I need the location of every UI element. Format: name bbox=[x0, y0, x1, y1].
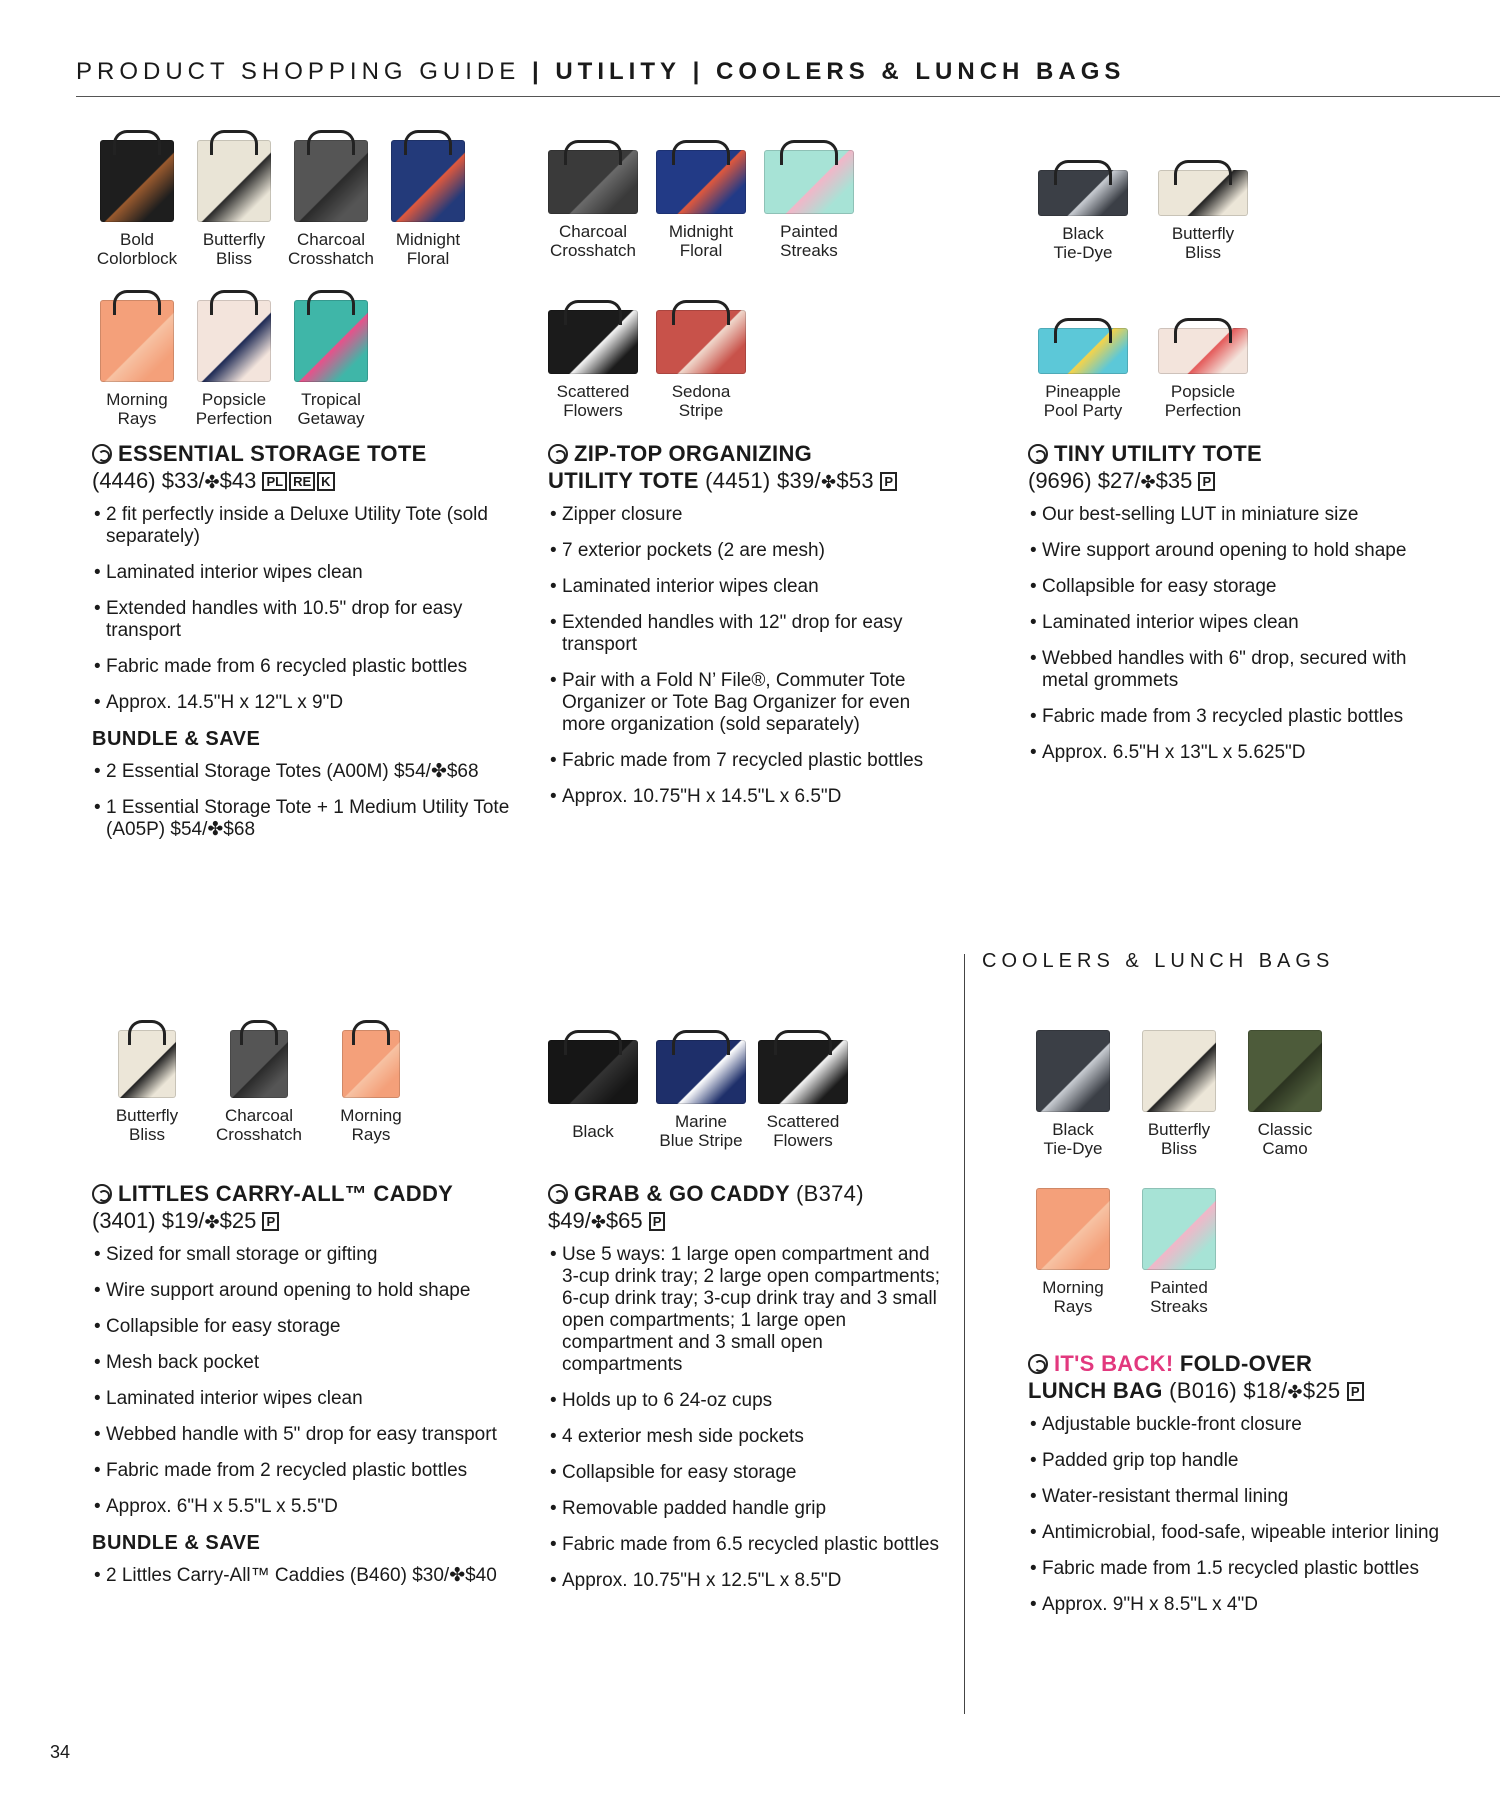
feature-item: • Antimicrobial, food-safe, wipeable interior lining bbox=[1028, 1522, 1458, 1544]
swatch-label: Morning Rays bbox=[340, 1106, 402, 1144]
product-price: $49/✤$65 P bbox=[548, 1207, 948, 1236]
tote-image bbox=[1158, 170, 1248, 216]
swatch[interactable] bbox=[656, 310, 746, 420]
swatch[interactable] bbox=[758, 1040, 848, 1150]
tote-image bbox=[656, 310, 746, 374]
swatch[interactable] bbox=[1028, 1030, 1118, 1158]
swatch[interactable] bbox=[214, 1030, 304, 1144]
page-number: 34 bbox=[50, 1742, 71, 1762]
feature-item: • Webbed handle with 5" drop for easy transport bbox=[92, 1424, 512, 1446]
swatch-label: Marine Blue Stripe bbox=[659, 1112, 743, 1150]
feature-item: • Padded grip top handle bbox=[1028, 1450, 1458, 1472]
bundle-item: • 2 Littles Carry-All™ Caddies (B460) $30/✤$40 bbox=[92, 1565, 512, 1587]
its-back-label: IT'S BACK! bbox=[1054, 1351, 1174, 1376]
feature-item: • Water-resistant thermal lining bbox=[1028, 1486, 1458, 1508]
lunch-bag-image bbox=[1036, 1030, 1110, 1112]
swatch-label: Painted Streaks bbox=[780, 222, 838, 260]
caddy-image bbox=[118, 1030, 176, 1098]
maple-leaf-icon: ✤ bbox=[204, 472, 220, 492]
feature-item: • Pair with a Fold N’ File®, Commuter Tote Organizer or Tote Bag Organizer for even more organization (sold separately) bbox=[548, 670, 958, 736]
product-title: ESSENTIAL STORAGE TOTE bbox=[92, 440, 512, 467]
feature-item: • Use 5 ways: 1 large open compartment and 3-cup drink tray; 2 large open compartments; 6-cup drink tray; 3-cup drink tray and 3 small open compartments; 1 large open compartment and 3 small open compartments bbox=[548, 1244, 948, 1376]
badge: P bbox=[1198, 472, 1215, 491]
feature-item: • Collapsible for easy storage bbox=[548, 1462, 948, 1484]
badge: K bbox=[317, 472, 334, 491]
feature-item: • Laminated interior wipes clean bbox=[548, 576, 958, 598]
tote-image bbox=[391, 140, 465, 222]
recycle-icon bbox=[548, 444, 568, 464]
swatch-label: Charcoal Crosshatch bbox=[550, 222, 636, 260]
swatch[interactable] bbox=[1038, 328, 1128, 420]
product-price: (9696) $27/✤$35 P bbox=[1028, 467, 1458, 496]
product-title: TINY UTILITY TOTE bbox=[1028, 440, 1458, 467]
tote-image bbox=[548, 310, 638, 374]
swatch[interactable] bbox=[326, 1030, 416, 1144]
bundle-heading: BUNDLE & SAVE bbox=[92, 1532, 261, 1554]
badge: PL bbox=[262, 472, 287, 491]
swatch-grid bbox=[92, 1030, 512, 1180]
page-header bbox=[76, 58, 1500, 92]
swatch[interactable] bbox=[1158, 170, 1248, 262]
swatch-grid bbox=[1028, 140, 1458, 440]
maple-leaf-icon: ✤ bbox=[590, 1212, 606, 1232]
feature-list bbox=[1028, 504, 1458, 764]
recycle-icon bbox=[1028, 1354, 1048, 1374]
lunch-bag-image bbox=[1142, 1188, 1216, 1270]
swatch[interactable] bbox=[1240, 1030, 1330, 1158]
maple-leaf-icon: ✤ bbox=[1140, 472, 1156, 492]
bundle-list bbox=[92, 1565, 512, 1587]
tote-image bbox=[548, 150, 638, 214]
swatch-label: Scattered Flowers bbox=[766, 1112, 840, 1150]
feature-item: • Approx. 10.75"H x 12.5"L x 8.5"D bbox=[548, 1570, 948, 1592]
feature-item: • Fabric made from 6.5 recycled plastic bottles bbox=[548, 1534, 948, 1556]
swatch[interactable] bbox=[656, 1040, 746, 1150]
feature-item: • Zipper closure bbox=[548, 504, 958, 526]
caddy-image bbox=[656, 1040, 746, 1104]
feature-item: • Collapsible for easy storage bbox=[1028, 576, 1458, 598]
caddy-image bbox=[758, 1040, 848, 1104]
product-tiny-utility-tote bbox=[1028, 140, 1458, 778]
swatch-label: Black bbox=[572, 1122, 614, 1141]
maple-leaf-icon: ✤ bbox=[1287, 1382, 1303, 1402]
feature-item: • 2 fit perfectly inside a Deluxe Utility Tote (sold separately) bbox=[92, 504, 512, 548]
feature-item: • Sized for small storage or gifting bbox=[92, 1244, 512, 1266]
feature-item: • Laminated interior wipes clean bbox=[92, 562, 512, 584]
feature-item: • Fabric made from 3 recycled plastic bottles bbox=[1028, 706, 1458, 728]
tote-image bbox=[100, 140, 174, 222]
swatch[interactable] bbox=[1158, 328, 1248, 420]
recycle-icon bbox=[92, 1184, 112, 1204]
header-sep: | bbox=[531, 58, 544, 85]
feature-item: • Approx. 6"H x 5.5"L x 5.5"D bbox=[92, 1496, 512, 1518]
product-zip-top-organizing-utility-tote bbox=[548, 140, 958, 822]
feature-item: • Holds up to 6 24-oz cups bbox=[548, 1390, 948, 1412]
badge: RE bbox=[289, 472, 315, 491]
swatch-label: Morning Rays bbox=[1042, 1278, 1104, 1316]
product-price: (4446) $33/✤$43 PL RE K bbox=[92, 467, 512, 496]
recycle-icon bbox=[1028, 444, 1048, 464]
lunch-bag-image bbox=[1142, 1030, 1216, 1112]
swatch-label: Charcoal Crosshatch bbox=[216, 1106, 302, 1144]
swatch-label: Sedona Stripe bbox=[671, 382, 731, 420]
product-title: ZIP-TOP ORGANIZING UTILITY TOTE (4451) $39/✤$53 P bbox=[548, 440, 958, 496]
tote-image bbox=[764, 150, 854, 214]
feature-item: • Laminated interior wipes clean bbox=[92, 1388, 512, 1410]
swatch-grid bbox=[1028, 1030, 1458, 1350]
header-sep: | bbox=[692, 58, 705, 85]
swatch[interactable] bbox=[1028, 1188, 1118, 1316]
swatch[interactable] bbox=[383, 140, 473, 268]
feature-list bbox=[92, 504, 512, 714]
bundle-list bbox=[92, 761, 512, 841]
feature-item: • Wire support around opening to hold shape bbox=[1028, 540, 1458, 562]
swatch-label: Bold Colorblock bbox=[96, 230, 178, 268]
badge: P bbox=[880, 472, 897, 491]
feature-list bbox=[548, 1244, 948, 1592]
swatch[interactable] bbox=[1038, 170, 1128, 262]
swatch[interactable] bbox=[764, 150, 854, 260]
swatch-label: Butterfly Bliss bbox=[202, 230, 266, 268]
bundle-heading: BUNDLE & SAVE bbox=[92, 728, 261, 750]
swatch-label: Classic Camo bbox=[1257, 1120, 1313, 1158]
tote-image bbox=[1158, 328, 1248, 374]
feature-item: • 7 exterior pockets (2 are mesh) bbox=[548, 540, 958, 562]
badge: P bbox=[1347, 1382, 1364, 1401]
caddy-image bbox=[548, 1040, 638, 1104]
bundle-item: • 1 Essential Storage Tote + 1 Medium Utility Tote (A05P) $54/✤$68 bbox=[92, 797, 512, 841]
tote-image bbox=[294, 140, 368, 222]
feature-list bbox=[1028, 1414, 1458, 1616]
feature-item: • Approx. 9"H x 8.5"L x 4"D bbox=[1028, 1594, 1458, 1616]
product-price: (3401) $19/✤$25 P bbox=[92, 1207, 512, 1236]
feature-list bbox=[548, 504, 958, 808]
recycle-icon bbox=[548, 1184, 568, 1204]
swatch-label: Painted Streaks bbox=[1150, 1278, 1208, 1316]
column-divider bbox=[964, 954, 965, 1714]
caddy-image bbox=[342, 1030, 400, 1098]
maple-leaf-icon: ✤ bbox=[820, 472, 837, 492]
tote-image bbox=[1038, 328, 1128, 374]
product-grab-and-go-caddy bbox=[548, 1030, 948, 1606]
feature-item: • Laminated interior wipes clean bbox=[1028, 612, 1458, 634]
swatch-label: Popsicle Perfection bbox=[195, 390, 273, 428]
swatch-label: Black Tie-Dye bbox=[1043, 1120, 1103, 1158]
swatch[interactable] bbox=[548, 310, 638, 420]
badge: P bbox=[649, 1212, 666, 1231]
feature-item: • Fabric made from 6 recycled plastic bottles bbox=[92, 656, 512, 678]
swatch[interactable] bbox=[1134, 1030, 1224, 1158]
product-littles-carry-all-caddy bbox=[92, 1030, 512, 1601]
swatch[interactable] bbox=[548, 1040, 638, 1141]
feature-item: • Fabric made from 2 recycled plastic bottles bbox=[92, 1460, 512, 1482]
maple-leaf-icon: ✤ bbox=[204, 1212, 220, 1232]
recycle-icon bbox=[92, 444, 112, 464]
swatch-label: Midnight Floral bbox=[668, 222, 734, 260]
feature-item: • Our best-selling LUT in miniature size bbox=[1028, 504, 1458, 526]
swatch[interactable] bbox=[102, 1030, 192, 1144]
bundle-item: • 2 Essential Storage Totes (A00M) $54/✤$68 bbox=[92, 761, 512, 783]
product-fold-over-lunch-bag bbox=[1028, 1030, 1458, 1630]
header-subcategory: COOLERS & LUNCH BAGS bbox=[716, 58, 1126, 85]
product-essential-storage-tote bbox=[92, 140, 512, 855]
feature-item: • Adjustable buckle-front closure bbox=[1028, 1414, 1458, 1436]
product-title: GRAB & GO CADDY (B374) bbox=[548, 1180, 948, 1207]
feature-item: • Fabric made from 1.5 recycled plastic bottles bbox=[1028, 1558, 1458, 1580]
feature-item: • Collapsible for easy storage bbox=[92, 1316, 512, 1338]
product-title: IT'S BACK! FOLD-OVER LUNCH BAG (B016) $18/✤$25 P bbox=[1028, 1350, 1458, 1406]
feature-item: • Approx. 6.5"H x 13"L x 5.625"D bbox=[1028, 742, 1458, 764]
section-heading: COOLERS & LUNCH BAGS bbox=[982, 950, 1335, 972]
swatch-label: Butterfly Bliss bbox=[1171, 224, 1235, 262]
product-title: LITTLES CARRY-ALL™ CADDY bbox=[92, 1180, 512, 1207]
lunch-bag-image bbox=[1036, 1188, 1110, 1270]
feature-item: • Webbed handles with 6" drop, secured with metal grommets bbox=[1028, 648, 1458, 692]
feature-item: • Removable padded handle grip bbox=[548, 1498, 948, 1520]
feature-item: • Fabric made from 7 recycled plastic bottles bbox=[548, 750, 958, 772]
header-guide: PRODUCT SHOPPING GUIDE bbox=[76, 58, 521, 85]
feature-item: • Extended handles with 12" drop for easy transport bbox=[548, 612, 958, 656]
swatch-label: Butterfly Bliss bbox=[1147, 1120, 1211, 1158]
swatch[interactable] bbox=[656, 150, 746, 260]
tote-image bbox=[656, 150, 746, 214]
badge: P bbox=[262, 1212, 279, 1231]
swatch-label: Butterfly Bliss bbox=[115, 1106, 179, 1144]
swatch[interactable] bbox=[92, 140, 182, 268]
swatch-label: Popsicle Perfection bbox=[1164, 382, 1242, 420]
caddy-image bbox=[230, 1030, 288, 1098]
swatch[interactable] bbox=[189, 300, 279, 428]
swatch-label: Black Tie-Dye bbox=[1053, 224, 1113, 262]
swatch[interactable] bbox=[286, 300, 376, 428]
feature-item: • Approx. 14.5"H x 12"L x 9"D bbox=[92, 692, 512, 714]
tote-image bbox=[1038, 170, 1128, 216]
swatch-label: Charcoal Crosshatch bbox=[288, 230, 374, 268]
swatch[interactable] bbox=[286, 140, 376, 268]
swatch-grid bbox=[548, 1030, 948, 1180]
tote-image bbox=[197, 300, 271, 382]
swatch-label: Scattered Flowers bbox=[556, 382, 630, 420]
header-divider bbox=[76, 96, 1500, 97]
swatch-label: Pineapple Pool Party bbox=[1043, 382, 1123, 420]
header-category: UTILITY bbox=[555, 58, 681, 85]
tote-image bbox=[294, 300, 368, 382]
swatch[interactable] bbox=[548, 150, 638, 260]
swatch-grid bbox=[548, 140, 958, 440]
feature-item: • Extended handles with 10.5" drop for easy transport bbox=[92, 598, 512, 642]
swatch-label: Morning Rays bbox=[106, 390, 168, 428]
swatch-grid bbox=[92, 140, 512, 440]
swatch[interactable] bbox=[1134, 1188, 1224, 1316]
swatch[interactable] bbox=[92, 300, 182, 428]
swatch-label: Midnight Floral bbox=[395, 230, 461, 268]
feature-item: • 4 exterior mesh side pockets bbox=[548, 1426, 948, 1448]
tote-image bbox=[197, 140, 271, 222]
tote-image bbox=[100, 300, 174, 382]
feature-item: • Approx. 10.75"H x 14.5"L x 6.5"D bbox=[548, 786, 958, 808]
feature-item: • Wire support around opening to hold shape bbox=[92, 1280, 512, 1302]
swatch[interactable] bbox=[189, 140, 279, 268]
lunch-bag-image bbox=[1248, 1030, 1322, 1112]
feature-list bbox=[92, 1244, 512, 1518]
swatch-label: Tropical Getaway bbox=[297, 390, 365, 428]
feature-item: • Mesh back pocket bbox=[92, 1352, 512, 1374]
